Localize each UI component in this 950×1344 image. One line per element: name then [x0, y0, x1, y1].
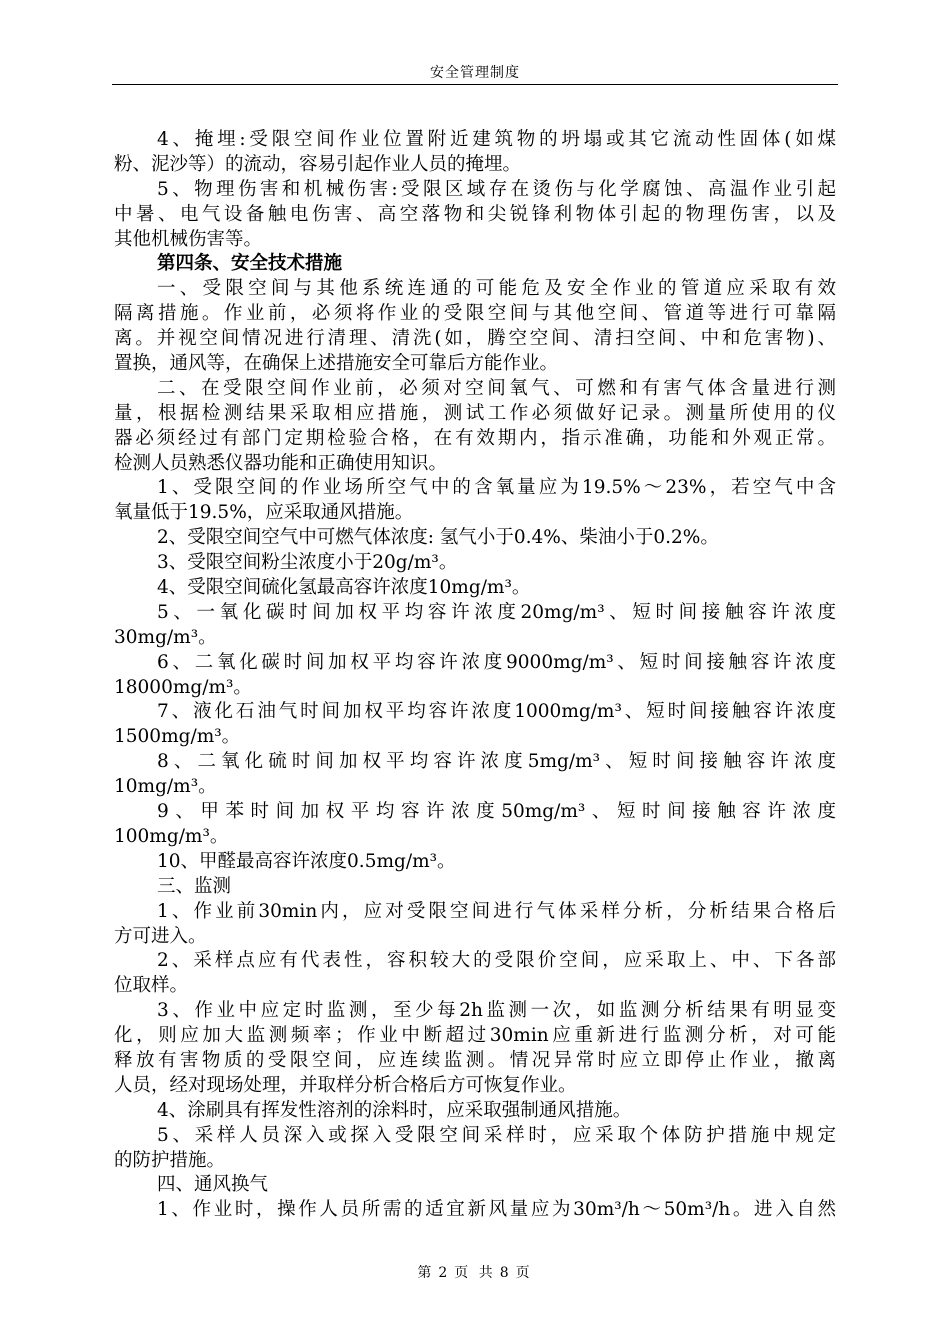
text-line: 2、采样点应有代表性，容积较大的受限价空间，应采取上、中、下各部: [157, 950, 836, 972]
text-line: 释放有害物质的受限空间，应连续监测。情况异常时应立即停止作业，撤离: [114, 1049, 836, 1071]
text-line: 9、甲苯时间加权平均容许浓度50mg/m³、短时间接触容许浓度: [157, 801, 836, 823]
text-line: 100mg/m³。: [114, 825, 229, 847]
text-line: 位取样。: [114, 975, 189, 997]
text-line: 4、掩埋:受限空间作业位置附近建筑物的坍塌或其它流动性固体(如煤: [157, 129, 836, 150]
text-line: 1500mg/m³。: [114, 726, 241, 748]
page-header-title: 安全管理制度: [430, 65, 520, 81]
text-line: 人员，经对现场处理，并取样分析合格后方可恢复作业。: [114, 1074, 577, 1096]
header-divider: [112, 84, 838, 85]
text-line: 四、通风换气: [157, 1174, 269, 1196]
text-line: 氧量低于19.5%，应采取通风措施。: [114, 502, 414, 524]
text-line: 隔离措施。作业前，必须将作业的受限空间与其他空间、管道等进行可靠隔: [114, 303, 836, 325]
footer-total-pages: 8: [499, 1265, 512, 1281]
text-line: 2、受限空间空气中可燃气体浓度: 氢气小于0.4%、柴油小于0.2%。: [157, 527, 719, 549]
document-body: [114, 128, 836, 1223]
text-line: 三、监测: [157, 875, 232, 897]
text-line: 7、液化石油气时间加权平均容许浓度1000mg/m³、短时间接触容许浓度: [157, 701, 836, 723]
page-footer: [0, 1262, 950, 1282]
text-line: 1、受限空间的作业场所空气中的含氧量应为19.5%～23%，若空气中含: [157, 477, 836, 499]
text-line: 10、甲醛最高容许浓度0.5mg/m³。: [157, 850, 456, 872]
footer-page-number: 2: [438, 1265, 451, 1281]
text-line: 中暑、电气设备触电伤害、高空落物和尖锐锋利物体引起的物理伤害，以及: [114, 203, 836, 225]
text-line: 5、物理伤害和机械伤害:受限区域存在烫伤与化学腐蚀、高温作业引起: [157, 178, 836, 200]
text-line: 3、作业中应定时监测，至少每2h监测一次，如监测分析结果有明显变: [157, 1000, 836, 1022]
text-line: 器必须经过有部门定期检验合格，在有效期内，指示准确，功能和外观正常。: [114, 427, 836, 449]
text-line: 一、受限空间与其他系统连通的可能危及安全作业的管道应采取有效: [157, 278, 836, 300]
text-line: 1、作业时，操作人员所需的适宜新风量应为30m³/h～50m³/h。进入自然: [157, 1199, 836, 1221]
text-line: 粉、泥沙等）的流动，容易引起作业人员的掩埋。: [114, 153, 522, 175]
text-line: 5、一氧化碳时间加权平均容许浓度20mg/m³、短时间接触容许浓度: [157, 601, 836, 623]
text-line: 二、在受限空间作业前，必须对空间氧气、可燃和有害气体含量进行测: [157, 377, 836, 399]
footer-suffix: 页: [515, 1265, 533, 1281]
text-line: 6、二氧化碳时间加权平均容许浓度9000mg/m³、短时间接触容许浓度: [157, 651, 836, 673]
footer-prefix: 第: [417, 1265, 435, 1281]
text-line: 置换，通风等，在确保上述措施安全可靠后方能作业。: [114, 353, 559, 375]
text-line: 3、受限空间粉尘浓度小于20g/m³。: [157, 552, 458, 574]
text-line: 8、二氧化硫时间加权平均容许浓度5mg/m³、短时间接触容许浓度: [157, 751, 836, 773]
text-line: 10mg/m³。: [114, 776, 217, 798]
text-line: 化，则应加大监测频率；作业中断超过30min应重新进行监测分析，对可能: [114, 1025, 836, 1047]
text-line: 18000mg/m³。: [114, 676, 252, 698]
text-line: 4、涂刷具有挥发性溶剂的涂料时，应采取强制通风措施。: [157, 1099, 632, 1121]
text-line: 的防护措施。: [114, 1149, 226, 1171]
text-line: 4、受限空间硫化氢最高容许浓度10mg/m³。: [157, 577, 531, 599]
text-line: 5、采样人员深入或探入受限空间采样时，应采取个体防护措施中规定: [157, 1124, 836, 1146]
text-line: 其他机械伤害等。: [114, 228, 263, 250]
text-line: 量，根据检测结果采取相应措施，测试工作必须做好记录。测量所使用的仪: [114, 402, 836, 424]
text-line: 1、作业前30min内，应对受限空间进行气体采样分析，分析结果合格后: [157, 900, 836, 922]
text-line: 30mg/m³。: [114, 626, 217, 648]
section-heading: 第四条、安全技术措施: [157, 253, 343, 275]
text-line: 检测人员熟悉仪器功能和正确使用知识。: [114, 452, 448, 474]
text-line: 方可进入。: [114, 925, 207, 947]
footer-middle: 页 共: [454, 1265, 496, 1281]
text-line: 离。并视空间情况进行清理、清洗(如，腾空空间、清扫空间、中和危害物)、: [114, 328, 836, 350]
